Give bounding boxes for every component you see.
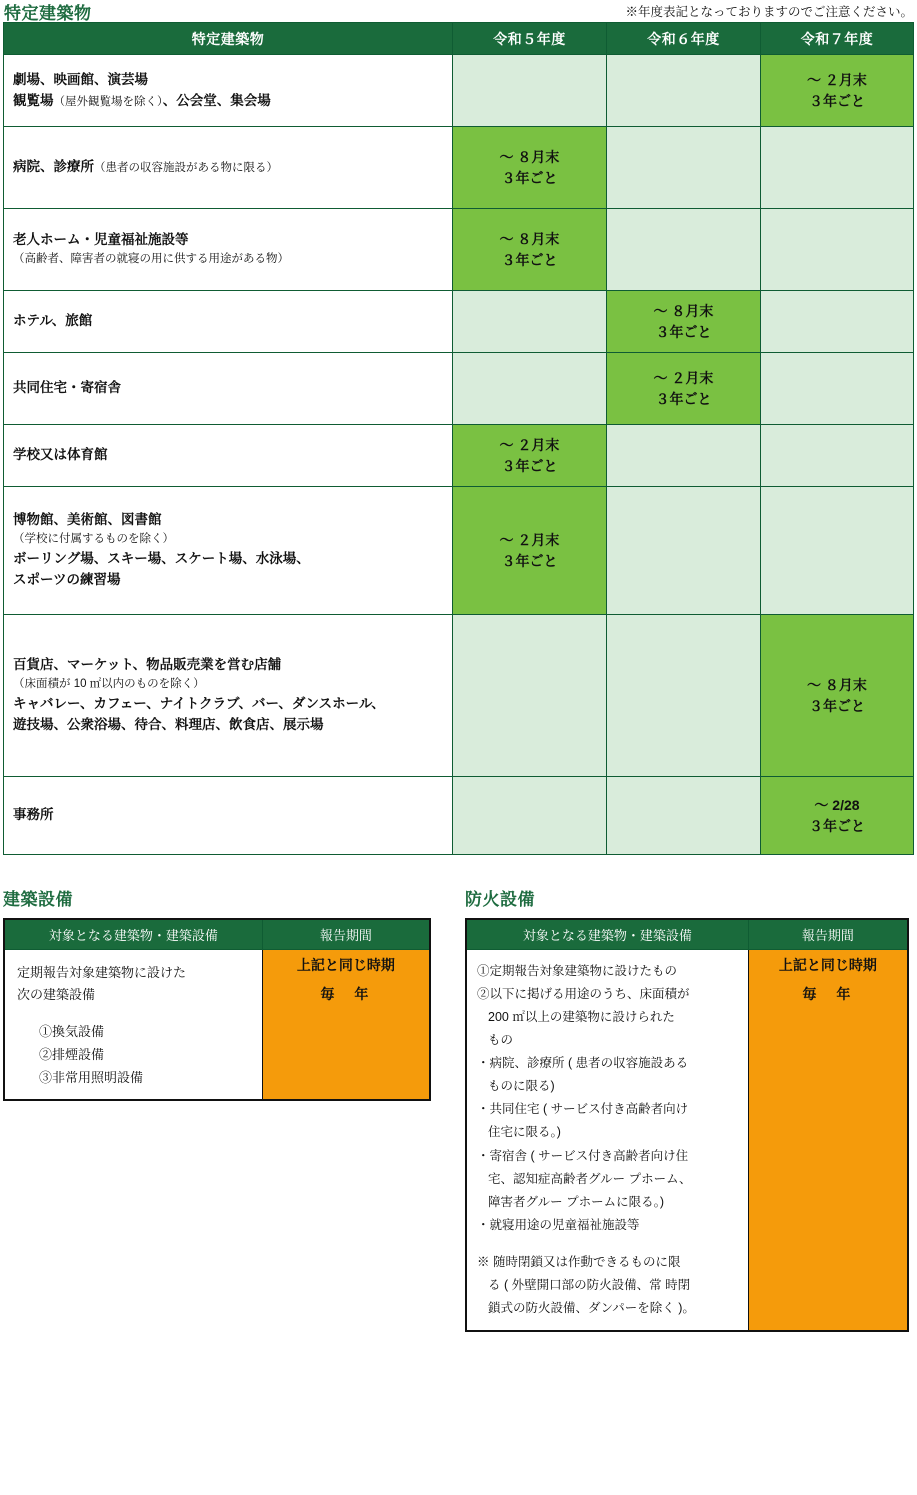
period-line-1: 〜 ８月末 xyxy=(499,230,560,247)
table-row xyxy=(4,291,914,353)
report-period-cell xyxy=(607,425,761,487)
body-line: ・病院、診療所 ( 患者の収容施設ある xyxy=(477,1056,689,1070)
period-line-1: 〜 ２月末 xyxy=(499,436,560,453)
table-row xyxy=(4,777,914,855)
fire-equipment-list xyxy=(466,949,748,1331)
period-line-1: 〜 ２月末 xyxy=(807,71,867,88)
report-period-cell xyxy=(607,353,761,425)
category-line: スポーツの練習場 xyxy=(13,571,121,587)
body-line: ②以下に掲げる用途のうち、床面積が xyxy=(477,986,690,1001)
body-line: 鎖式の防火設備、ダンパーを除く )。 xyxy=(488,1301,695,1316)
report-period-cell xyxy=(607,209,761,291)
category-line: （床面積が 10 ㎡以内のものを除く） xyxy=(13,678,205,691)
category-line: 学校又は体育館 xyxy=(13,447,108,463)
report-period-cell xyxy=(607,615,761,777)
table-row xyxy=(4,487,914,615)
section2-title: 建築設備 xyxy=(3,890,73,909)
report-period-cell xyxy=(453,425,607,487)
report-period-cell xyxy=(761,425,914,487)
period-line-2: ３年ごと xyxy=(655,323,712,340)
body-line: ①定期報告対象建築物に設けたもの xyxy=(477,963,678,978)
category-line: （学校に付属するものを除く） xyxy=(13,533,174,546)
category-line: 共同住宅・寄宿舎 xyxy=(13,380,121,396)
period-line-1: 〜 ２月末 xyxy=(653,369,714,386)
category-line: キャバレー、カフェー、ナイトクラブ、バー、ダンスホール、 xyxy=(13,695,385,711)
body-line: 次の建築設備 xyxy=(17,987,96,1003)
body-line: ・共同住宅 ( サービス付き高齢者向け xyxy=(477,1102,689,1117)
period-line-2: ３年ごと xyxy=(501,457,558,474)
fire-prevention-equipment-section xyxy=(465,885,913,1332)
report-period-cell xyxy=(453,55,607,127)
building-equipment-table xyxy=(3,918,431,1101)
period-line-1: 〜 ８月末 xyxy=(499,148,560,165)
column-header-r6: 令和６年度 xyxy=(607,23,761,55)
body-line: ・寄宿舎 ( サービス付き高齢者向け住 xyxy=(477,1148,689,1163)
category-line: 劇場、映画館、演芸場 xyxy=(13,71,148,87)
building-category-cell xyxy=(4,209,453,291)
period-line-2: ３年ごと xyxy=(501,552,558,569)
column-header-period: 報告期間 xyxy=(262,919,430,949)
body-line: もの xyxy=(488,1032,514,1047)
report-period-cell xyxy=(453,777,607,855)
report-period-cell xyxy=(761,777,914,855)
category-line: 病院、診療所（患者の収容施設がある物に限る） xyxy=(13,159,278,175)
category-line: ホテル、旅館 xyxy=(13,313,93,329)
table-row xyxy=(4,55,914,127)
report-period-cell xyxy=(607,291,761,353)
category-line: 事務所 xyxy=(13,807,54,823)
period-line-2: ３年ごと xyxy=(809,92,865,109)
report-period-cell xyxy=(761,353,914,425)
body-line: 住宅に限る。) xyxy=(488,1125,561,1140)
report-period-cell xyxy=(453,353,607,425)
building-category-cell xyxy=(4,353,453,425)
body-line: ②排煙設備 xyxy=(39,1046,105,1062)
body-line: ③非常用照明設備 xyxy=(39,1069,144,1085)
body-line: 200 ㎡以上の建築物に設けられた xyxy=(488,1009,675,1024)
report-period-cell xyxy=(607,55,761,127)
report-period-cell xyxy=(761,55,914,127)
period-line-1: 上記と同じ時期 xyxy=(296,956,395,973)
body-line: 定期報告対象建築物に設けた xyxy=(17,964,187,980)
table-row xyxy=(4,127,914,209)
body-line: ・就寝用途の児童福祉施設等 xyxy=(477,1217,640,1232)
body-line: 障害者グルー プホームに限る。) xyxy=(488,1194,665,1209)
fire-prevention-table xyxy=(465,918,909,1332)
section3-title: 防火設備 xyxy=(465,890,535,909)
period-line-1: 〜 ２月末 xyxy=(499,531,560,548)
table-header-row xyxy=(466,919,908,949)
body-line: ものに限る) xyxy=(488,1079,555,1094)
column-header-target: 対象となる建築物・建築設備 xyxy=(466,919,748,949)
period-line-1: 上記と同じ時期 xyxy=(778,956,877,973)
report-period-cell xyxy=(761,615,914,777)
report-period-cell xyxy=(761,209,914,291)
table-row xyxy=(4,209,914,291)
column-header-r7: 令和７年度 xyxy=(761,23,914,55)
building-category-cell xyxy=(4,55,453,127)
column-header-r5: 令和５年度 xyxy=(453,23,607,55)
report-period-cell xyxy=(607,487,761,615)
section1-title: 特定建築物 xyxy=(4,4,92,23)
table-header-row xyxy=(4,23,914,55)
category-line: （高齢者、障害者の就寝の用に供する用途がある物） xyxy=(13,253,289,266)
equipment-list xyxy=(4,949,262,1100)
category-line: 老人ホーム・児童福祉施設等 xyxy=(13,232,189,248)
period-line-2: 毎 年 xyxy=(320,985,372,1002)
body-line: る ( 外壁開口部の防火設備、常 時閉 xyxy=(488,1278,691,1293)
body-line: ①換気設備 xyxy=(39,1024,105,1039)
period-line-2: ３年ごと xyxy=(501,169,558,186)
body-line: ※ 随時閉鎖又は作動できるものに限 xyxy=(477,1255,681,1269)
report-period-cell xyxy=(453,615,607,777)
table-row xyxy=(466,949,908,1331)
category-line: ボーリング場、スキー場、スケート場、水泳場、 xyxy=(13,550,310,566)
period-line-2: ３年ごと xyxy=(655,390,712,407)
table-row xyxy=(4,425,914,487)
building-category-cell xyxy=(4,615,453,777)
period-line-2: ３年ごと xyxy=(501,251,558,268)
section1-header xyxy=(0,0,917,22)
table-header-row xyxy=(4,919,430,949)
table-row xyxy=(4,615,914,777)
spacer xyxy=(477,1237,738,1251)
column-header-period: 報告期間 xyxy=(748,919,908,949)
report-period-cell xyxy=(453,487,607,615)
period-line-2: ３年ごと xyxy=(809,817,865,834)
period-line-1: 〜 2/28 xyxy=(814,796,860,813)
building-category-cell xyxy=(4,777,453,855)
period-line-1: 〜 ８月末 xyxy=(653,302,714,319)
building-equipment-section xyxy=(3,885,435,1101)
period-line-1: 〜 ８月末 xyxy=(807,676,867,693)
building-category-cell xyxy=(4,425,453,487)
category-line: 遊技場、公衆浴場、待合、料理店、飲食店、展示場 xyxy=(13,716,324,732)
table-row xyxy=(4,353,914,425)
column-header-category: 特定建築物 xyxy=(4,23,453,55)
category-line: 観覧場（屋外観覧場を除く）、公会堂、集会場 xyxy=(13,92,271,108)
report-period-cell xyxy=(761,487,914,615)
table-row xyxy=(4,949,430,1100)
category-line: 博物館、美術館、図書館 xyxy=(13,512,162,528)
column-header-target: 対象となる建築物・建築設備 xyxy=(4,919,262,949)
report-period-cell xyxy=(453,127,607,209)
report-period-cell xyxy=(761,291,914,353)
category-line: 百貨店、マーケット、物品販売業を営む店舗 xyxy=(13,657,282,673)
body-line: 宅、認知症高齢者グルー プホーム、 xyxy=(488,1171,692,1186)
period-line-2: 毎 年 xyxy=(802,985,854,1002)
report-period-cell xyxy=(453,291,607,353)
report-period-cell xyxy=(607,127,761,209)
report-period-cell xyxy=(761,127,914,209)
table-body xyxy=(4,55,914,855)
building-category-cell xyxy=(4,291,453,353)
fire-report-period xyxy=(748,949,908,1331)
equipment-report-period xyxy=(262,949,430,1100)
section1-note: ※年度表記となっておりますのでご注意ください。 xyxy=(625,5,913,19)
specified-buildings-table xyxy=(3,22,914,855)
building-category-cell xyxy=(4,487,453,615)
building-category-cell xyxy=(4,127,453,209)
report-period-cell xyxy=(453,209,607,291)
spacer xyxy=(17,1007,250,1021)
report-period-cell xyxy=(607,777,761,855)
period-line-2: ３年ごと xyxy=(809,697,865,714)
